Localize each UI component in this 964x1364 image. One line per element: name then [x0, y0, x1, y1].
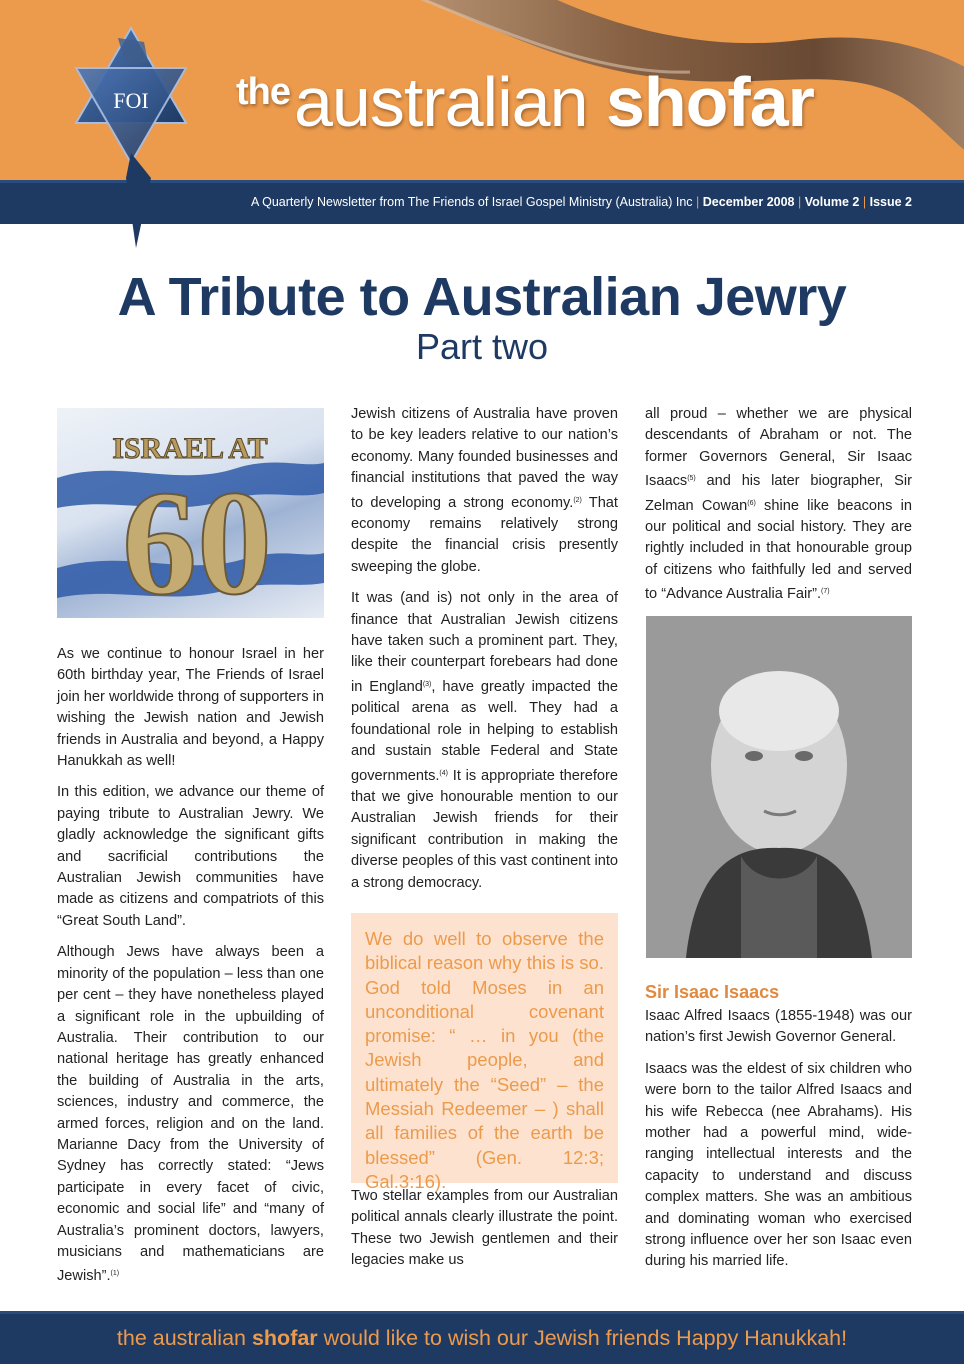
column-3 [645, 404, 912, 616]
newsletter-description: A Quarterly Newsletter from The Friends of Israel Gospel Ministry (Australia) Inc [250, 195, 693, 209]
masthead-title [236, 62, 814, 142]
col3-paragraph-1 [645, 404, 912, 606]
masthead-the: the [236, 71, 290, 113]
col1-paragraph-1: As we continue to honour Israel in her 60th birthday year, The Friends of Israel join her worldwide throng of supporters in wishing the Jewish nation and Jewish friends in Australia and beyond, a Happy Hanukkah as well! [57, 646, 324, 770]
col2-p2-text-b: , have greatly impacted the political arena as well. They had a foundational role in helping to establish and sustain stable Federal and State governments. [351, 678, 618, 784]
logo-text: FOI [113, 88, 149, 113]
column-2-continued [351, 1186, 618, 1282]
footnote-ref-5: (5) [687, 475, 696, 483]
volume-number: Volume 2 [804, 195, 860, 209]
masthead-info-text: A Quarterly Newsletter from The Friends of Israel Gospel Ministry (Australia) Inc | December 2008 | Volume 2 | Issue 2 [250, 195, 912, 209]
portrait-caption: Isaac Alfred Isaacs (1855-1948) was our nation’s first Jewish Governor General. [645, 1008, 912, 1046]
column-1 [57, 644, 324, 1298]
pull-quote: We do well to observe the biblical reason why this is so. God told Moses in an unconditional covenant promise: “ … in you (the Jewish people, and ultimately the “Seed” – the Messiah Redeemer – ) shall all families of the earth be blessed” (Gen. 12:3; Gal.3:16). [351, 913, 618, 1183]
col3-paragraph-2: Isaacs was the eldest of six children who were born to the tailor Alfred Isaacs and his wife Rebecca (nee Abrahams). His mother had a powerful mind, wide-ranging intellectual interests and the capacity to understand and discuss complex matters. She was an ambitious and dominating woman who exercised strong influence over her son Isaac even during his married life. [645, 1060, 912, 1270]
portrait-caption-title: Sir Isaac Isaacs [645, 982, 780, 1002]
col2-p1-text: Jewish citizens of Australia have proven to be key leaders relative to our nation’s economy. Many founded businesses and financial institutions that paved the way to developing a strong economy. [351, 406, 618, 511]
israel-at-60-image [57, 408, 324, 618]
foi-star-logo [56, 18, 206, 248]
col2-paragraph-1 [351, 404, 618, 578]
article-subtitle: Part two [415, 326, 549, 367]
footnote-ref-1: (1) [110, 1270, 120, 1278]
col1-paragraph-3 [57, 942, 324, 1288]
footnote-ref-2: (2) [573, 496, 582, 504]
footer-brand: shofar [251, 1326, 318, 1350]
col3-p1-text-c: shine like beacons in our political and social history. They are rightly included in that honourable group of citizens who faithfully led and served to “Advance Australia Fair”. [645, 497, 912, 603]
col2-p1-text-b: That economy remains relatively strong despite the financial crisis presently sweeping the globe. [351, 494, 618, 575]
image-text-60: 60 [122, 460, 272, 618]
col2-paragraph-3: Two stellar examples from our Australian political annals clearly illustrate the point. These two Jewish gentlemen and their legacies make us [351, 1188, 618, 1269]
issue-date: December 2008 [702, 195, 795, 209]
footer-banner [0, 1311, 964, 1364]
footer-text-pre: the australian [116, 1326, 252, 1350]
col2-paragraph-2 [351, 588, 618, 894]
article-title: A Tribute to Australian Jewry [117, 267, 847, 327]
col2-p2-text-a: It was (and is) not only in the area of finance that Australian Jewish citizens have taken such a prominent part. They, like their counterpart forebears had done in England [351, 590, 618, 695]
footnote-ref-3: (3) [422, 680, 432, 688]
col3-p1-text-a: all proud – whether we are physical descendants of Abraham or not. The former Governors General, Sir Isaac Isaacs [645, 406, 912, 490]
portrait-graphic [646, 616, 912, 958]
masthead-shofar: shofar [605, 63, 814, 141]
col2-p2-text-c: It is appropriate therefore that we give honourable mention to our Australian Jewish friends for their significant contribution in making the diverse peoples of this vast continent into a strong democracy. [351, 767, 618, 891]
footnote-ref-4: (4) [439, 769, 448, 777]
masthead-australian: australian [294, 63, 588, 141]
israel-flag-graphic [57, 408, 324, 618]
issue-number: Issue 2 [869, 195, 912, 209]
footer-message [0, 1326, 964, 1351]
column-2 [351, 404, 618, 904]
col3-p1-text-b: and his later biographer, Sir Zelman Cowan [645, 473, 912, 514]
col1-paragraph-2: In this edition, we advance our theme of paying tribute to Australian Jewry. We gladly acknowledge the significant gifts and sacrificial contributions the Australian Jewish communities have made as citizens and compatriots of this “Great South Land”. [57, 784, 324, 929]
isaac-isaacs-portrait [646, 616, 912, 958]
column-3-continued [645, 1006, 912, 1283]
image-text-israel-at: ISRAEL AT [112, 432, 268, 465]
footnote-ref-6: (6) [747, 499, 756, 507]
footer-text-post: would like to wish our Jewish friends Happy Hanukkah! [317, 1326, 848, 1350]
footnote-ref-7: (7) [821, 588, 830, 596]
col1-paragraph-3-text: Although Jews have always been a minority of the population – less than one per cent – they have nonetheless played a significant role in the upbuilding of Australia. Their contribution to our national heritage has greatly enhanced the building of Australia in the arts, sciences, industry and commerce, the armed forces, religion and on the land. Marianne Dacy from the University of Sydney has correctly stated: “Jews participate in every facet of civic, economic and social life” and “many of Australia’s prominent doctors, lawyers, musicians and mathematicians are Jewish”. [57, 944, 324, 1285]
